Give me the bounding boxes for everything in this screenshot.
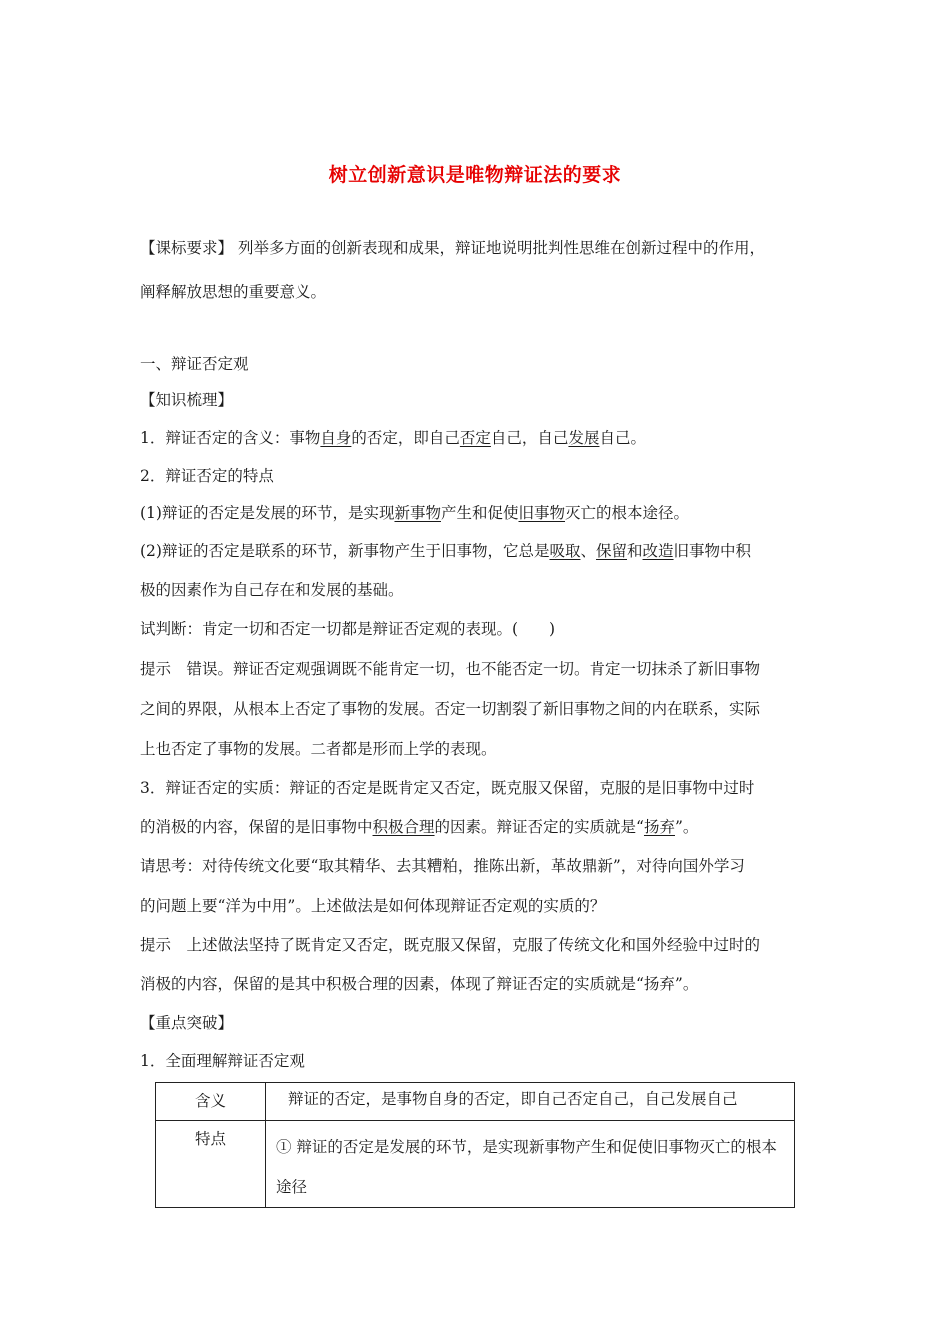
think-question-1: 请思考：对待传统文化要“取其精华、去其糟粕，推陈出新，革故鼎新”，对待向国外学习	[140, 857, 745, 875]
hint-2-line-2: 消极的内容，保留的是其中积极合理的因素，体现了辩证否定的实质就是“扬弃”。	[140, 975, 699, 993]
key-tag: 【重点突破】	[140, 1014, 234, 1032]
table-key-cell: 含义	[156, 1083, 266, 1121]
paragraph-definition: 1．辩证否定的含义：事物自身的否定，即自己否定自己，自己发展自己。	[140, 429, 646, 447]
knowledge-tag: 【知识梳理】	[140, 391, 234, 409]
table-key-cell: 特点	[156, 1121, 266, 1208]
curriculum-line-2: 阐释解放思想的重要意义。	[140, 283, 327, 301]
paragraph-essence-2: 的消极的内容，保留的是旧事物中积极合理的因素。辩证否定的实质就是“扬弃”。	[140, 818, 699, 836]
table-row	[156, 1083, 795, 1121]
table-value-cell: 辩证的否定，是事物自身的否定，即自己否定自己，自己发展自己	[266, 1083, 795, 1121]
hint-1-line-2: 之间的界限，从根本上否定了事物的发展。否定一切割裂了新旧事物之间的内在联系，实际	[140, 700, 761, 718]
hint-1-line-1: 提示 错误。辩证否定观强调既不能肯定一切，也不能否定一切。肯定一切抹杀了新旧事物	[140, 660, 761, 678]
hint-1-line-3: 上也否定了事物的发展。二者都是形而上学的表现。	[140, 740, 497, 758]
curriculum-text: 列举多方面的创新表现和成果，辩证地说明批判性思维在创新过程中的作用，	[237, 239, 765, 257]
paragraph-feature-1: (1)辩证的否定是发展的环节，是实现新事物产生和促使旧事物灭亡的根本途径。	[140, 504, 690, 522]
paragraph-essence-1: 3．辩证否定的实质：辩证的否定是既肯定又否定，既克服又保留，克服的是旧事物中过时	[140, 779, 755, 797]
key-point-1: 1．全面理解辩证否定观	[140, 1052, 305, 1070]
table-value-cell: ① 辩证的否定是发展的环节，是实现新事物产生和促使旧事物灭亡的根本途径	[266, 1121, 795, 1208]
page-title: 树立创新意识是唯物辩证法的要求	[328, 164, 622, 186]
judge-question: 试判断：肯定一切和否定一切都是辩证否定观的表现。( )	[140, 620, 556, 638]
paragraph-feature-2-cont: 极的因素作为自己存在和发展的基础。	[140, 581, 404, 599]
hint-2-line-1: 提示 上述做法坚持了既肯定又否定，既克服又保留，克服了传统文化和国外经验中过时的	[140, 936, 761, 954]
paragraph-feature-2: (2)辩证的否定是联系的环节，新事物产生于旧事物，它总是吸取、保留和改造旧事物中积	[140, 542, 752, 560]
curriculum-line-1	[140, 236, 765, 258]
section-heading: 一、辩证否定观	[140, 355, 249, 373]
curriculum-tag: 【课标要求】	[140, 239, 234, 257]
think-question-2: 的问题上要“洋为中用”。上述做法是如何体现辩证否定观的实质的？	[140, 897, 606, 915]
summary-table	[155, 1082, 795, 1208]
table-row	[156, 1121, 795, 1208]
paragraph-features-heading: 2．辩证否定的特点	[140, 467, 274, 485]
